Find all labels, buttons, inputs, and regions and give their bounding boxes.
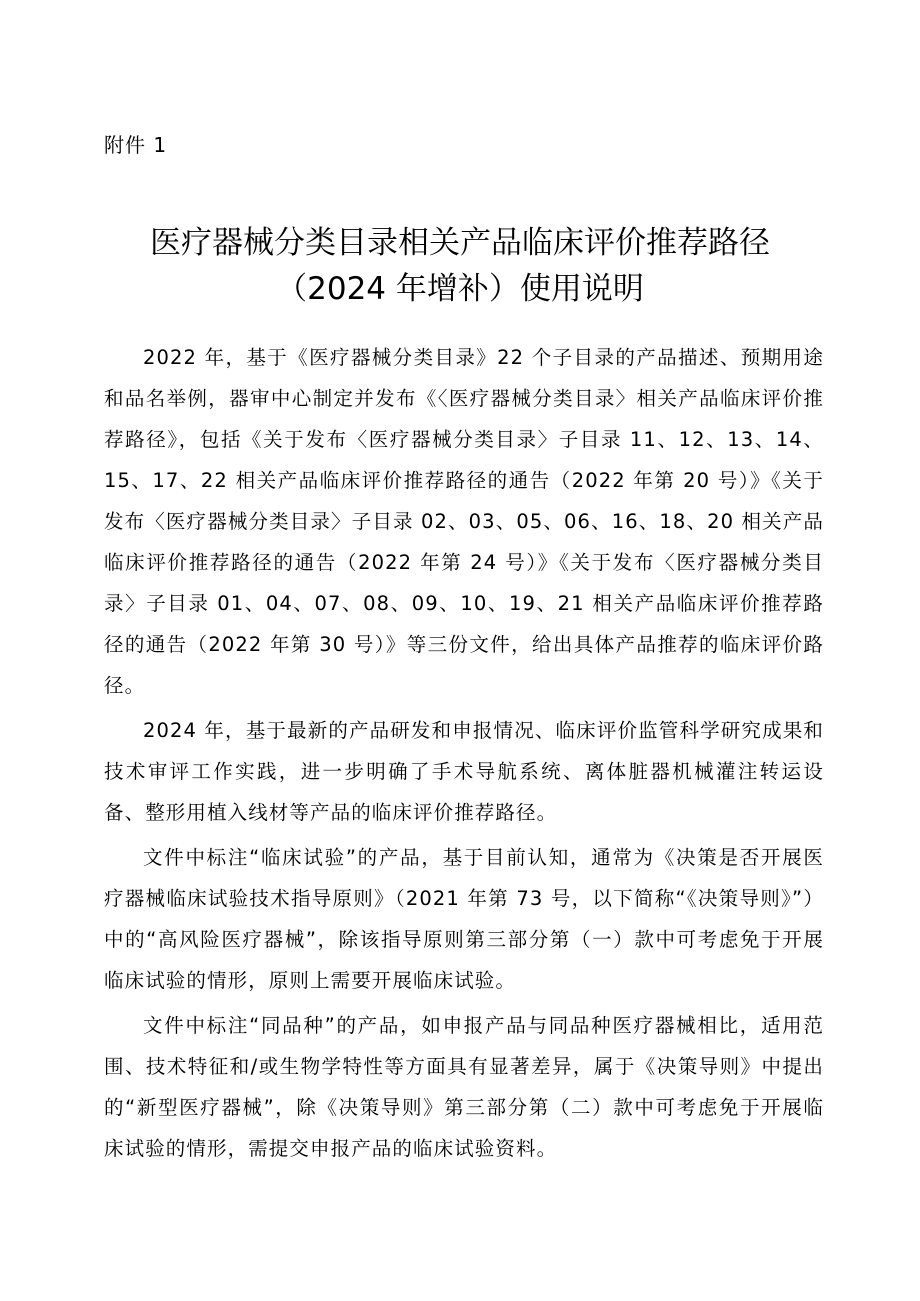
attachment-label: 附件 1 — [104, 133, 168, 157]
paragraph-2024-supplement: 2024 年，基于最新的产品研发和申报情况、临床评价监管科学研究成果和技术审评工作实践，进一步明确了手术导航系统、离体脏器机械灌注转运设备、整形用植入线材等产品的临床评价推荐路径。 — [104, 719, 824, 824]
paragraph-clinical-trial-note: 文件中标注“临床试验”的产品，基于目前认知，通常为《决策是否开展医疗器械临床试验技术指导原则》（2021 年第 73 号，以下简称“《决策导则》”）中的“高风险医疗器械”，除该指导原则第三部分第（一）款中可考虑免于开展临床试验的情形，原则上需要开展临床试验。 — [104, 846, 824, 992]
title-line-1: 医疗器械分类目录相关产品临床评价推荐路径 — [150, 225, 770, 261]
paragraph-2022-background: 2022 年，基于《医疗器械分类目录》22 个子目录的产品描述、预期用途和品名举例，器审中心制定并发布《〈医疗器械分类目录〉相关产品临床评价推荐路径》，包括《关于发布〈医疗器械分类目录〉子目录 11、12、13、14、15、17、22 相关产品临床评价推荐路径的通告（2022 年第 20 号）》《关于发布〈医疗器械分类目录〉子目录 02、03、05、06、16、18、20 相关产品临床评价推荐路径的通告（2022 年第 24 号）》《关于发布〈医疗器械分类目录〉子目录 01、04、07、08、09、10、19、21 相关产品临床评价推荐路径的通告（2022 年第 30 号）》等三份文件，给出具体产品推荐的临床评价路径。 — [104, 346, 824, 697]
document-title — [0, 220, 920, 312]
document-body — [104, 337, 824, 1173]
paragraph-same-type-note: 文件中标注“同品种”的产品，如申报产品与同品种医疗器械相比，适用范围、技术特征和/或生物学特性等方面具有显著差异，属于《决策导则》中提出的“新型医疗器械”，除《决策导则》第三部分第（二）款中可考虑免于开展临床试验的情形，需提交申报产品的临床试验资料。 — [104, 1014, 824, 1160]
title-line-2: （2024 年增补）使用说明 — [276, 271, 644, 307]
